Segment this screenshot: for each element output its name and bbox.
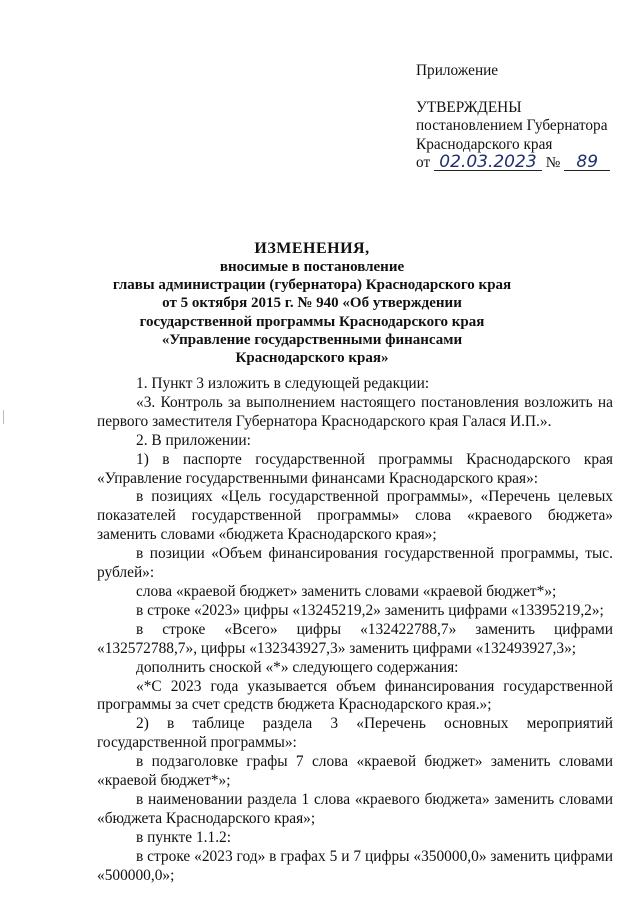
title-line-2: главы администрации (губернатора) Краснодарского края bbox=[112, 277, 512, 294]
scan-margin-mark bbox=[3, 410, 4, 424]
paragraph-control-clause: «3. Контроль за выполнением настоящего постановления возложить на первого заместителя Губернатора Краснодарского края Галася И.П.». bbox=[97, 393, 613, 430]
paragraph-section1-name: в наименовании раздела 1 слова «краевого бюджета» заменить словами «бюджета Краснодарского края»; bbox=[97, 790, 613, 827]
document-title bbox=[96, 240, 528, 367]
paragraph-row-total: в строке «Всего» цифры «132422788,7» заменить цифрами «132572788,7», цифры «132343927,3» заменить цифрами «132493927,3»; bbox=[97, 620, 613, 657]
number-sign: № bbox=[545, 154, 561, 171]
title-line-6: Краснодарского края» bbox=[235, 350, 389, 367]
document-body bbox=[97, 375, 613, 885]
handwritten-number: 89 bbox=[564, 154, 610, 171]
paragraph-passport: 1) в паспорте государственной программы Краснодарского края «Управление государственными финансами Краснодарского края»: bbox=[97, 450, 613, 487]
paragraph-funding-position: в позиции «Объем финансирования государственной программы, тыс. рублей»: bbox=[97, 545, 613, 582]
paragraph-footnote-intro: дополнить сноской «*» следующего содержания: bbox=[136, 658, 459, 676]
paragraph-footnote-text: «*С 2023 года указывается объем финансирования государственной программы за счет средств бюджета Краснодарского края.»; bbox=[97, 677, 613, 714]
approval-block bbox=[416, 62, 636, 173]
title-line-5: «Управление государственными финансами bbox=[161, 331, 463, 348]
approval-date-line bbox=[416, 154, 636, 173]
paragraph-item-2: 2. В приложении: bbox=[136, 431, 251, 449]
title-main: ИЗМЕНЕНИЯ, bbox=[254, 240, 370, 257]
appendix-label: Приложение bbox=[416, 62, 499, 79]
paragraph-words-replace: слова «краевой бюджет» заменить словами «краевой бюджет*»; bbox=[136, 582, 557, 600]
paragraph-table-section3: 2) в таблице раздела 3 «Перечень основных мероприятий государственной программы»: bbox=[97, 715, 613, 752]
date-prefix: от bbox=[416, 154, 431, 171]
title-line-3: от 5 октября 2015 г. № 940 «Об утверждении bbox=[162, 295, 462, 312]
approved-region-line: Краснодарского края bbox=[416, 135, 553, 153]
paragraph-row-2023-year: в строке «2023 год» в графах 5 и 7 цифры «350000,0» заменить цифрами «500000,0»; bbox=[97, 847, 613, 884]
paragraph-column7: в подзаголовке графы 7 слова «краевой бюджет» заменить словами «краевой бюджет*»; bbox=[97, 753, 613, 790]
paragraph-positions: в позициях «Цель государственной программы», «Перечень целевых показателей государственной программы» слова «краевого бюджета» заменить словами «бюджета Краснодарского края»; bbox=[97, 488, 613, 544]
handwritten-date: 02.03.2023 bbox=[434, 154, 542, 171]
title-line-4: государственной программы Краснодарского края bbox=[139, 313, 485, 330]
title-line-1: вносимые в постановление bbox=[219, 259, 405, 275]
approved-heading: УТВЕРЖДЕНЫ bbox=[416, 98, 522, 116]
paragraph-row-2023: в строке «2023» цифры «13245219,2» заменить цифрами «13395219,2»; bbox=[136, 601, 604, 619]
paragraph-point-112: в пункте 1.1.2: bbox=[136, 828, 232, 846]
approved-by-line: постановлением Губернатора bbox=[416, 117, 608, 134]
paragraph-item-1: 1. Пункт 3 изложить в следующей редакции: bbox=[136, 375, 430, 392]
approval-spacer bbox=[416, 81, 636, 99]
